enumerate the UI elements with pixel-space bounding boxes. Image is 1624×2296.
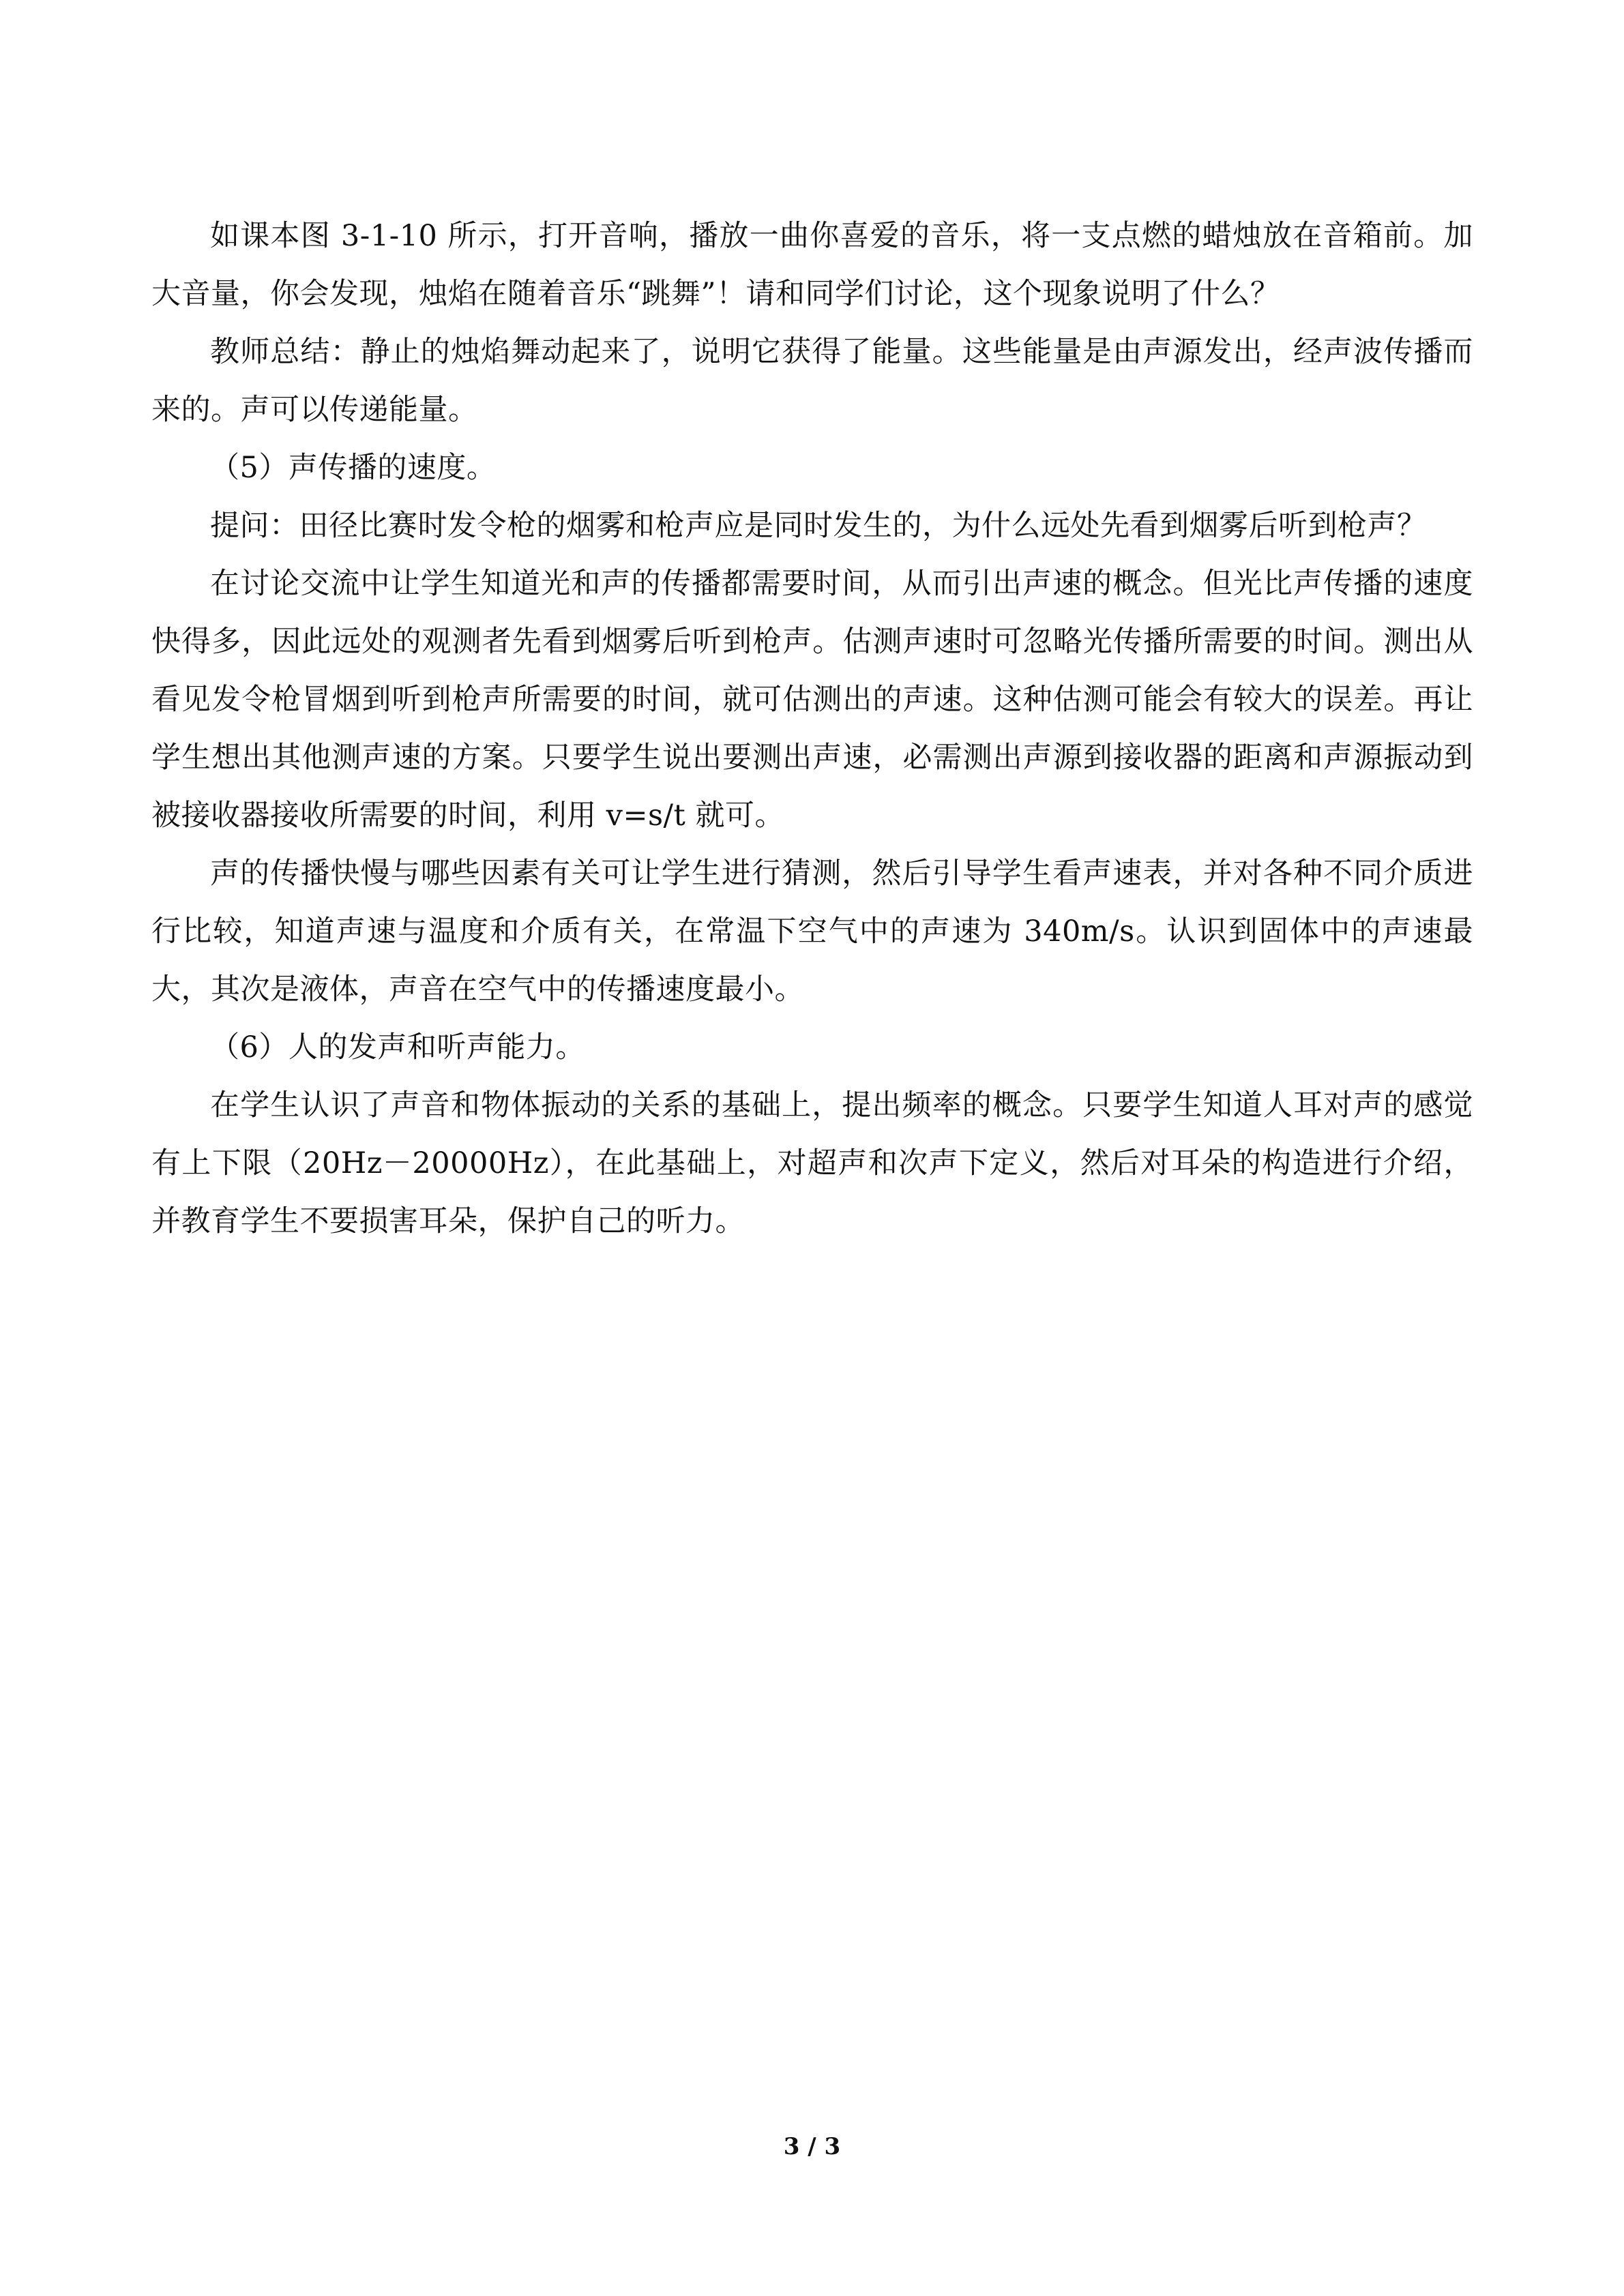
paragraph-teacher-summary: 教师总结：静止的烛焰舞动起来了，说明它获得了能量。这些能量是由声源发出，经声波传播而来的。声可以传递能量。	[151, 335, 1473, 427]
paragraph-discussion: 在讨论交流中让学生知道光和声的传播都需要时间，从而引出声速的概念。但光比声传播的速度快得多，因此远处的观测者先看到烟雾后听到枪声。估测声速时可忽略光传播所需要的时间。测出从看见发令枪冒烟到听到枪声所需要的时间，就可估测出的声速。这种估测可能会有较大的误差。再让学生想出其他测声速的方案。只要学生说出要测出声速，必需测出声源到接收器的距离和声源振动到被接收器接收所需要的时间，利用 v=s/t 就可。	[151, 567, 1473, 833]
document-body	[151, 207, 1473, 1251]
paragraph-frequency: 在学生认识了声音和物体振动的关系的基础上，提出频率的概念。只要学生知道人耳对声的感觉有上下限（20Hz－20000Hz），在此基础上，对超声和次声下定义，然后对耳朵的构造进行介绍，并教育学生不要损害耳朵，保护自己的听力。	[151, 1088, 1473, 1238]
paragraph-candle-experiment: 如课本图 3-1-10 所示，打开音响，播放一曲你喜爱的音乐，将一支点燃的蜡烛放在音箱前。加大音量，你会发现，烛焰在随着音乐“跳舞”！请和同学们讨论，这个现象说明了什么？	[151, 219, 1473, 311]
page-number: 3 / 3	[783, 2133, 841, 2160]
paragraph-question: 提问：田径比赛时发令枪的烟雾和枪声应是同时发生的，为什么远处先看到烟雾后听到枪声？	[210, 509, 1427, 543]
section-heading-hearing: （6）人的发声和听声能力。	[210, 1030, 585, 1064]
paragraph-speed-factors: 声的传播快慢与哪些因素有关可让学生进行猜测，然后引导学生看声速表，并对各种不同介质进行比较，知道声速与温度和介质有关，在常温下空气中的声速为 340m/s。认识到固体中的声速最大，其次是液体，声音在空气中的传播速度最小。	[151, 856, 1473, 1007]
section-heading-sound-speed: （5）声传播的速度。	[210, 451, 497, 485]
